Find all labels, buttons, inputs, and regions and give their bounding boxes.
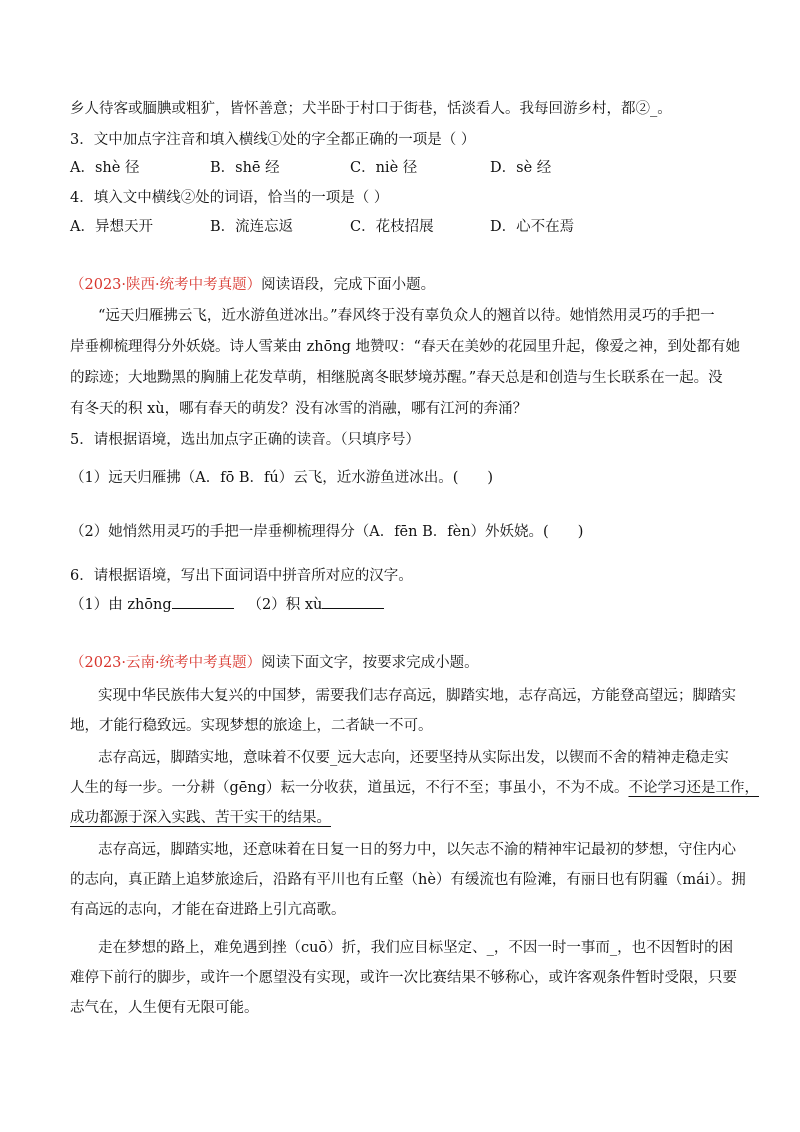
q3-option-d: D．sè 经	[490, 160, 552, 176]
paragraph-2-line	[70, 808, 331, 828]
passage-line: 的踪迹；大地黝黑的胸脯上花发草萌，相继脱离冬眠梦境苏醒。”春天总是和创造与生长联系在一起。没	[70, 370, 723, 386]
q3-option-b: B．shē 经	[210, 160, 280, 176]
question-6-stem: 6．请根据语境，写出下面词语中拼音所对应的汉字。	[70, 568, 413, 584]
answer-blank[interactable]	[322, 594, 384, 609]
source-tag: （2023·陕西·统考中考真题）	[70, 277, 262, 293]
paragraph-2-line: 志存高远，脚踏实地，意味着不仅要_远大志向，还要坚持从实际出发，以锲而不舍的精神走稳走实	[98, 750, 729, 766]
passage-line: “远天归雁拂云飞，近水游鱼迸冰出。”春风终于没有辜负众人的翘首以待。她悄然用灵巧的手把一	[98, 308, 715, 324]
q3-option-a: A．shè 径	[70, 160, 140, 176]
question-5-1: （1）远天归雁拂（A．fō B．fú）云飞，近水游鱼迸冰出。( )	[70, 470, 494, 486]
paragraph-1-line: 实现中华民族伟大复兴的中国梦，需要我们志存高远，脚踏实地，志存高远，方能登高望远；脚踏实	[98, 688, 736, 704]
q4-option-c: C．花枝招展	[350, 219, 434, 235]
section-heading-yunnan	[70, 653, 479, 673]
question-3-stem: 3．文中加点字注音和填入横线①处的字全都正确的一项是（ ）	[70, 132, 476, 148]
answer-blank[interactable]	[172, 594, 234, 609]
paragraph-4-line: 走在梦想的路上，难免遇到挫（cuō）折，我们应目标坚定、_，不因一时一事而_，也不因暂时的困	[98, 940, 734, 956]
paragraph-4-line: 志气在，人生便有无限可能。	[70, 1000, 259, 1016]
paragraph-3-line: 的志向，真正踏上追梦旅途后，沿路有平川也有丘壑（hè）有缓流也有险滩，有丽日也有阴霾（mái）。拥	[70, 872, 746, 888]
q6-item-2: （2）积 xù	[247, 597, 323, 613]
q4-option-b: B．流连忘返	[210, 219, 294, 235]
section-intro: 阅读语段，完成下面小题。	[261, 277, 436, 293]
passage-line: 有冬天的积 xù，哪有春天的萌发？没有冰雪的消融，哪有江河的奔涌？	[70, 401, 528, 417]
section-intro: 阅读下面文字，按要求完成小题。	[261, 655, 479, 671]
question-5-stem: 5．请根据语境，选出加点字正确的读音。（只填序号）	[70, 432, 420, 448]
passage-line: 岸垂柳梳理得分外妖娆。诗人雪莱由 zhōng 地赞叹：“春天在美妙的花园里升起，像爱之神，到处都有她	[70, 339, 740, 355]
question-6-blanks	[70, 594, 384, 615]
source-tag: （2023·云南·统考中考真题）	[70, 655, 262, 671]
paragraph-4-line: 难停下前行的脚步，或许一个愿望没有实现，或许一次比赛结果不够称心，或许客观条件暂时受限，只要	[70, 970, 737, 986]
paragraph-2-line	[70, 778, 759, 798]
section-heading-shaanxi	[70, 275, 435, 295]
q4-option-d: D．心不在焉	[490, 219, 575, 235]
passage-tail-line: 乡人待客或腼腆或粗犷，皆怀善意；犬半卧于村口于街巷，恬淡看人。我每回游乡村，都②_。	[70, 101, 672, 117]
paragraph-3-line: 有高远的志向，才能在奋进路上引亢高歌。	[70, 902, 346, 918]
paragraph-1-line: 地，才能行稳致远。实现梦想的旅途上，二者缺一不可。	[70, 718, 433, 734]
question-4-stem: 4．填入文中横线②处的词语，恰当的一项是（ ）	[70, 190, 389, 206]
q6-item-1: （1）由 zhōng	[70, 597, 172, 613]
paragraph-2-text: 人生的每一步。一分耕（gēng）耘一分收获，道虽远，不行不至；事虽小，不为不成。	[70, 780, 629, 796]
q4-option-a: A．异想天开	[70, 219, 153, 235]
underlined-sentence-part-1: 不论学习还是工作，	[628, 780, 759, 796]
question-5-2: （2）她悄然用灵巧的手把一岸垂柳梳理得分（A．fēn B．fèn）外妖娆。( )	[70, 524, 584, 540]
underlined-sentence-part-2: 成功都源于深入实践、苦干实干的结果。	[70, 810, 331, 826]
paragraph-3-line: 志存高远，脚踏实地，还意味着在日复一日的努力中，以矢志不渝的精神牢记最初的梦想，守住内心	[98, 842, 736, 858]
q3-option-c: C．niè 径	[350, 160, 418, 176]
